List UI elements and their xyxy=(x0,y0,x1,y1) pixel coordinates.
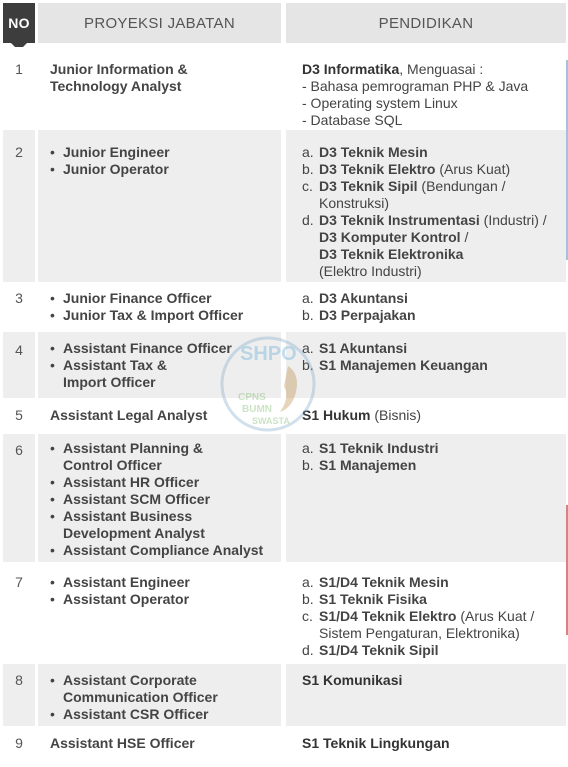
position-item: • Assistant Business Development Analyst xyxy=(50,508,225,542)
position-item: • Junior Engineer xyxy=(50,144,281,161)
position-item: • Assistant Compliance Analyst xyxy=(50,542,281,559)
header-no: NO xyxy=(3,3,35,43)
position-item: • Junior Operator xyxy=(50,161,281,178)
position-item: • Assistant Planning & Control Officer xyxy=(50,440,220,474)
header-position: PROYEKSI JABATAN xyxy=(38,3,281,43)
table-row xyxy=(0,664,568,726)
education-cell xyxy=(286,729,566,767)
position-item: • Assistant CSR Officer xyxy=(50,706,281,723)
table-row xyxy=(0,434,568,562)
table-row xyxy=(0,729,568,767)
education-item: b. S1 Manajemen xyxy=(302,457,417,473)
position-cell xyxy=(38,47,281,127)
education-item: a. S1/D4 Teknik Mesin xyxy=(302,574,449,590)
education-cell xyxy=(286,47,566,127)
position-cell xyxy=(38,434,281,562)
table-row xyxy=(0,285,568,329)
education-cell xyxy=(286,401,566,431)
row-number: 1 xyxy=(3,47,35,127)
education-item: d. D3 Teknik Instrumentasi (Industri) / xyxy=(302,212,547,228)
position-cell xyxy=(38,285,281,329)
education-item: d. S1/D4 Teknik Sipil xyxy=(302,642,439,658)
education-detail: - Database SQL xyxy=(302,112,403,128)
education-item: b. D3 Perpajakan xyxy=(302,307,416,323)
position-item: • Assistant HR Officer xyxy=(50,474,281,491)
education-major: D3 Informatika xyxy=(302,61,400,77)
row-number: 5 xyxy=(3,401,35,431)
education-detail: - Bahasa pemrograman PHP & Java xyxy=(302,78,529,94)
position-item: • Junior Finance Officer xyxy=(50,290,281,307)
education-item: c. D3 Teknik Sipil (Bendungan / Konstruksi) xyxy=(302,178,506,211)
education-cell xyxy=(286,664,566,726)
row-number: 6 xyxy=(3,434,35,562)
position-item: • Assistant Corporate Communication Officer xyxy=(50,672,235,706)
position-cell xyxy=(38,565,281,661)
row-number: 2 xyxy=(3,130,35,282)
row-number: 4 xyxy=(3,332,35,398)
position-cell xyxy=(38,401,281,431)
education-cell xyxy=(286,434,566,562)
education-item: a. S1 Teknik Industri xyxy=(302,440,439,456)
row-number: 3 xyxy=(3,285,35,329)
position-item: • Assistant Tax & Import Officer xyxy=(50,357,190,391)
education-item: S1 Komunikasi xyxy=(302,672,403,688)
education-item: a. D3 Akuntansi xyxy=(302,290,408,306)
position-label: Assistant HSE Officer xyxy=(50,735,195,751)
education-item: D3 Teknik Elektronika xyxy=(319,246,464,262)
table-row xyxy=(0,47,568,127)
education-item: b. D3 Teknik Elektro (Arus Kuat) xyxy=(302,161,511,177)
education-item: c. S1/D4 Teknik Elektro (Arus Kuat / Sistem Pengaturan, Elektronika) xyxy=(302,608,535,641)
education-intro xyxy=(302,61,566,78)
table-row xyxy=(0,401,568,431)
position-cell xyxy=(38,130,281,282)
table-row xyxy=(0,130,568,282)
table-row xyxy=(0,565,568,661)
header-education: PENDIDIKAN xyxy=(286,3,566,43)
position-label: Junior Information & Technology Analyst xyxy=(50,61,188,94)
education-item: a. D3 Teknik Mesin xyxy=(302,144,428,160)
education-note: , Menguasai : xyxy=(399,61,484,77)
position-item: • Assistant Engineer xyxy=(50,574,281,591)
position-cell xyxy=(38,729,281,767)
watermark-line: CPNS xyxy=(238,392,266,403)
education-item: b. S1 Teknik Fisika xyxy=(302,591,427,607)
position-cell xyxy=(38,664,281,726)
education-cell xyxy=(286,565,566,661)
watermark-letters: SHPO xyxy=(240,343,297,365)
education-cell xyxy=(286,285,566,329)
position-cell xyxy=(38,332,281,398)
position-item: • Assistant SCM Officer xyxy=(50,491,281,508)
row-number: 9 xyxy=(3,729,35,767)
position-label: Assistant Legal Analyst xyxy=(50,407,208,423)
education-item: S1 Hukum (Bisnis) xyxy=(302,407,422,423)
education-item: S1 Teknik Lingkungan xyxy=(302,735,450,751)
education-cell xyxy=(286,332,566,398)
position-item: • Assistant Finance Officer xyxy=(50,340,281,357)
row-number: 8 xyxy=(3,664,35,726)
education-item: (Elektro Industri) xyxy=(319,263,422,279)
education-item: b. S1 Manajemen Keuangan xyxy=(302,357,488,373)
education-item: a. S1 Akuntansi xyxy=(302,340,408,356)
education-detail: - Operating system Linux xyxy=(302,95,458,111)
table-row xyxy=(0,332,568,398)
watermark-line: BUMN xyxy=(242,404,272,415)
education-cell xyxy=(286,130,566,282)
education-item: D3 Komputer Kontrol / xyxy=(319,229,469,245)
position-item: • Junior Tax & Import Officer xyxy=(50,307,281,324)
row-number: 7 xyxy=(3,565,35,661)
watermark-line: SWASTA xyxy=(252,416,290,426)
position-item: • Assistant Operator xyxy=(50,591,281,608)
